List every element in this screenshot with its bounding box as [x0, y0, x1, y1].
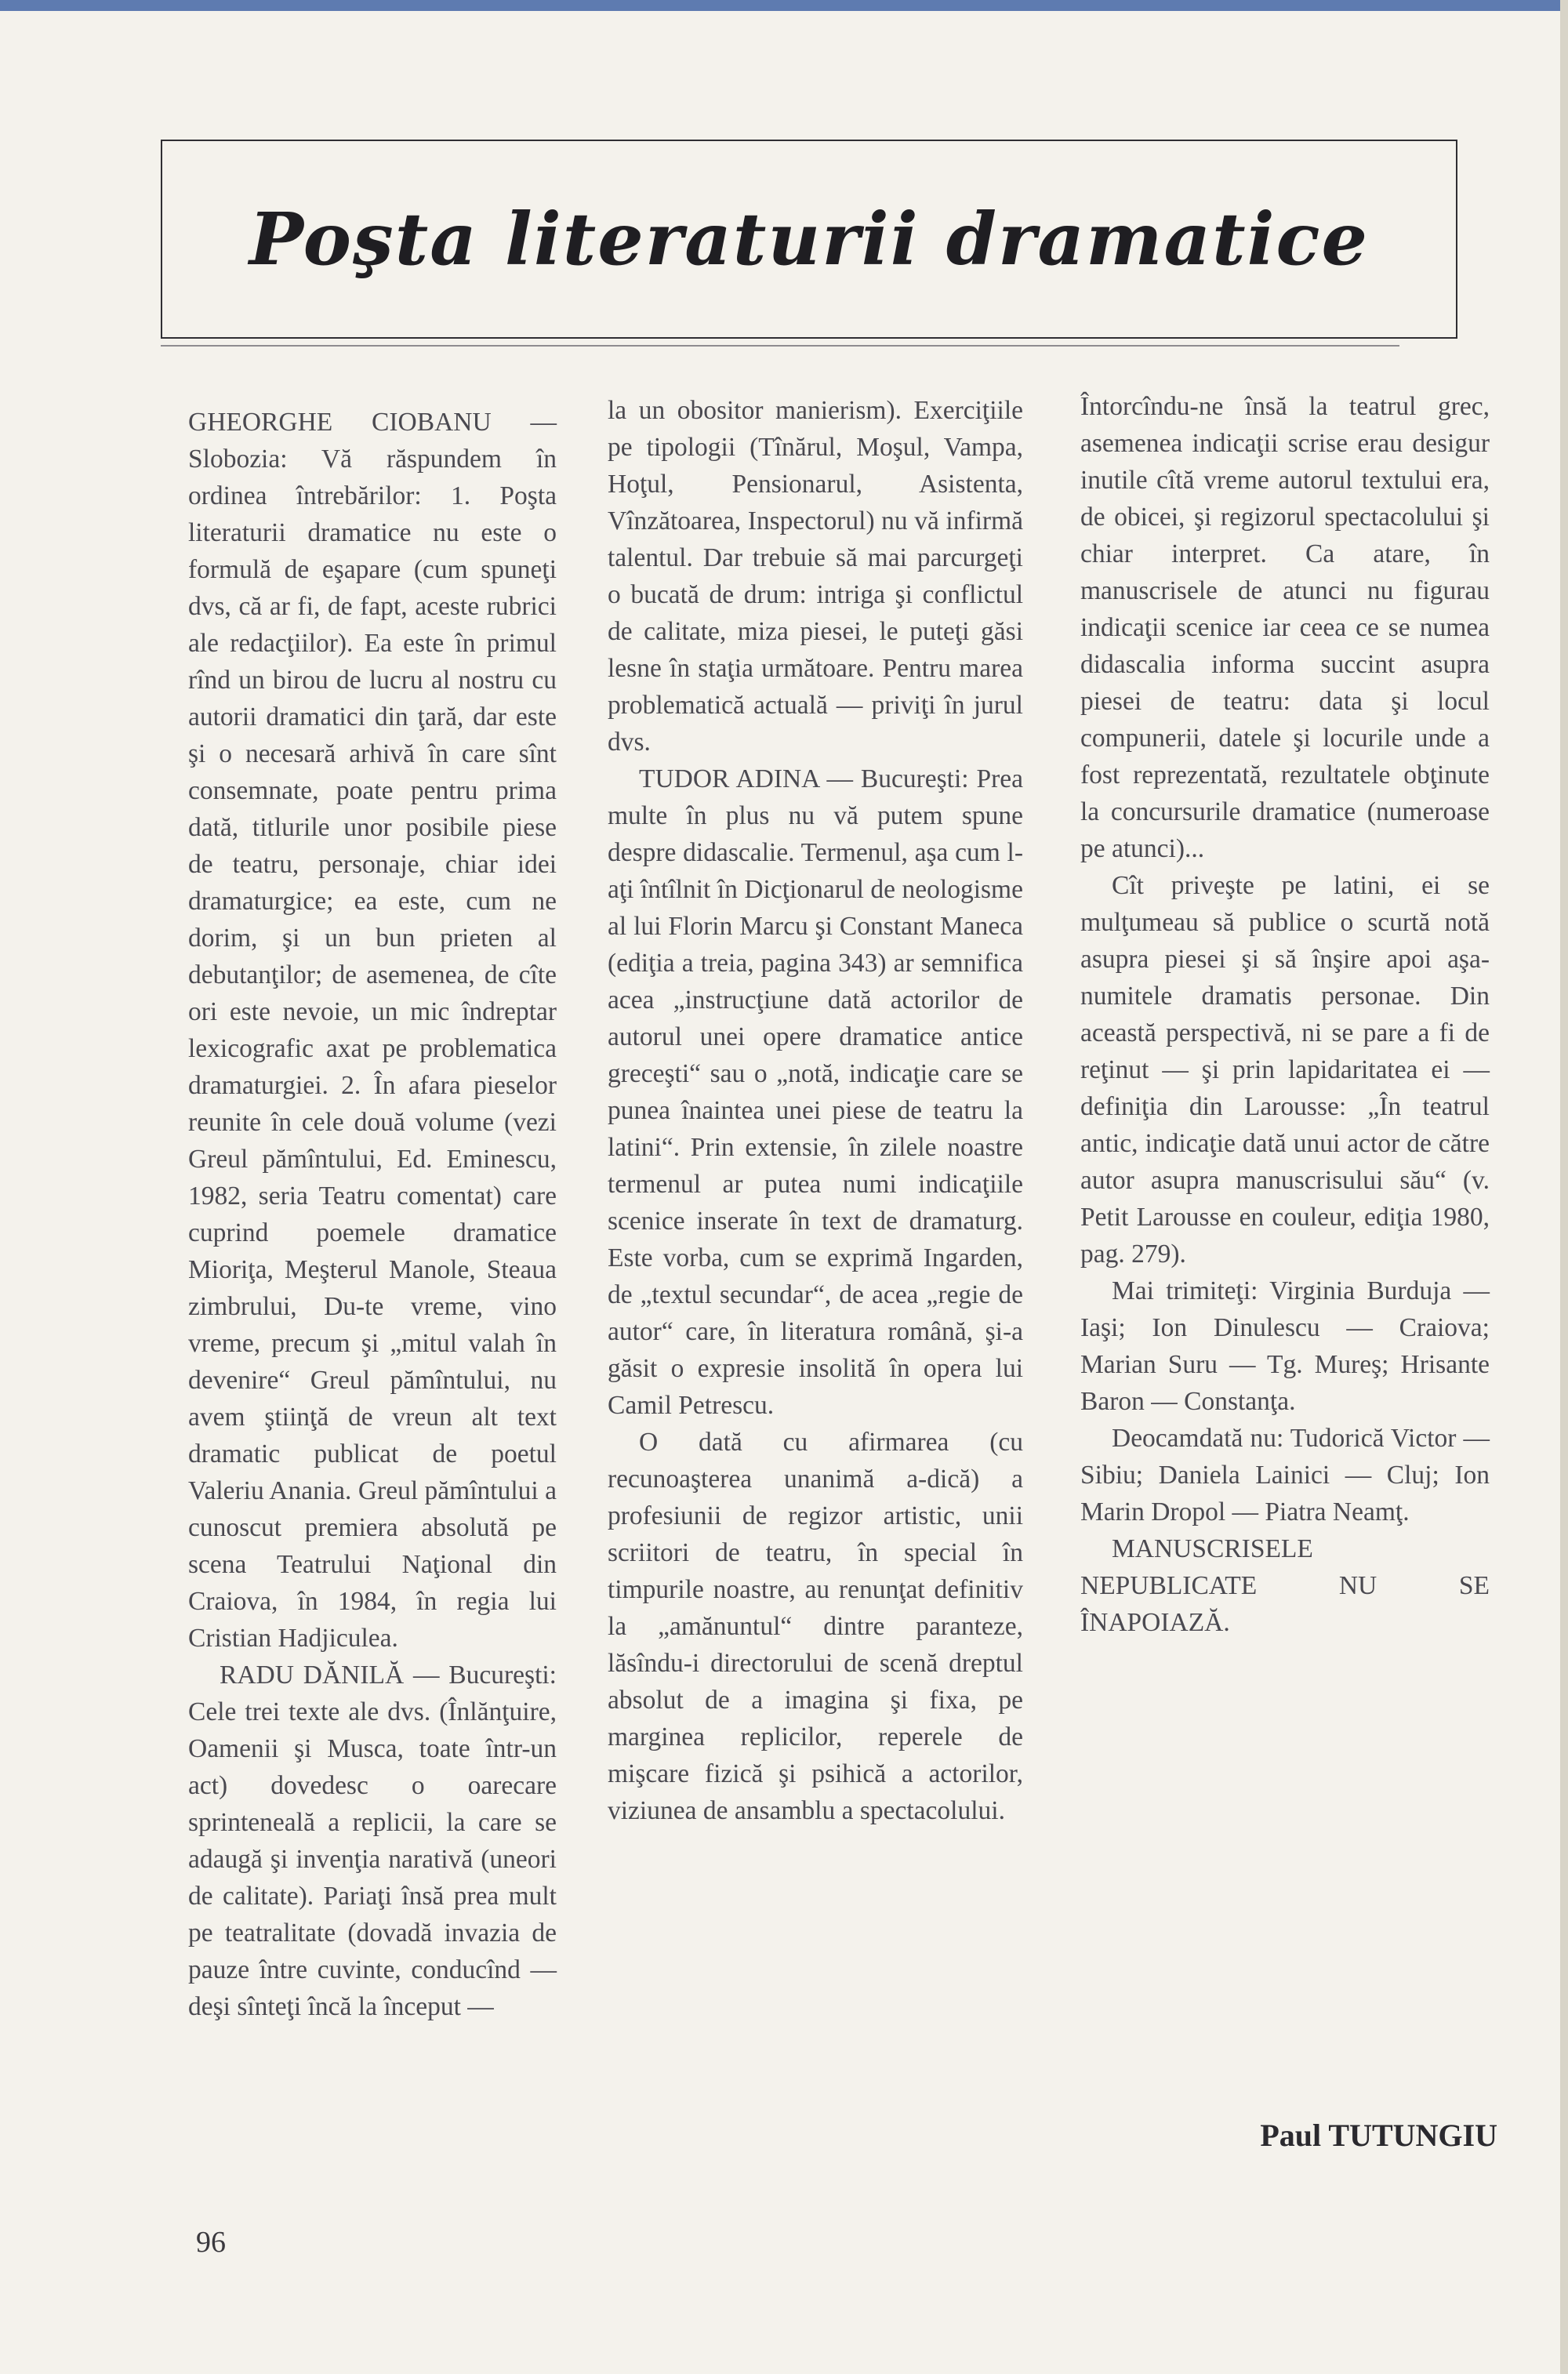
paragraph: Deocamdată nu: Tudorică Victor — Sibiu; Daniela Lainici — Cluj; Ion Marin Dropol — Piatra Neamţ. — [1080, 1424, 1490, 1526]
text-column-3 — [1080, 388, 1490, 1641]
paragraph: Mai trimiteţi: Virginia Burduja — Iaşi; Ion Dinulescu — Craiova; Marian Suru — Tg. Mureş; Hrisante Baron — Constanţa. — [1080, 1276, 1490, 1416]
page-title: Poşta literaturii dramatice — [249, 197, 1370, 281]
page-top-edge — [0, 0, 1568, 11]
text-column-1 — [188, 404, 557, 2025]
paragraph: Întorcîndu-ne însă la teatrul grec, asemenea indicaţii scrise erau desigur inutile cîtă vreme autorul textului era, de obicei, şi regizorul spectacolului şi chiar interpret. Ca atare, în manuscrisele de atunci nu figurau indicaţii scenice iar ceea ce se numea didascalia informa succint asupra piesei de teatru: data şi locul compunerii, datele şi locurile unde a fost reprezentată, rezultatele obţinute la concursurile dramatice (numeroase pe atunci)... — [1080, 392, 1490, 863]
text-column-2 — [608, 392, 1023, 1829]
page-number: 96 — [196, 2226, 226, 2259]
paragraph: Cît priveşte pe latini, ei se mulţumeau să publice o scurtă notă asupra piesei şi să înşire apoi aşa-numitele dramatis personae. Din această perspectivă, ni se pare a fi de reţinut — şi prin lapidaritatea ei — definiţia din Larousse: „În teatrul antic, indicaţie dată unui actor de către autor asupra manuscrisului său“ (v. Petit Larousse en couleur, ediţia 1980, pag. 279). — [1080, 871, 1490, 1269]
header-divider — [161, 345, 1399, 347]
paragraph: la un obositor manierism). Exerciţiile pe tipologii (Tînărul, Moşul, Vampa, Hoţul, Pensionarul, Asistenta, Vînzătoarea, Inspectorul) nu vă infirmă talentul. Dar trebuie să mai parcurgeţi o bucată de drum: intriga şi conflictul de calitate, miza piesei, le puteţi găsi lesne în staţia următoare. Pentru marea problematică actuală — priviţi în jurul dvs. — [608, 396, 1023, 757]
paragraph: RADU DĂNILĂ — Bucureşti: Cele trei texte ale dvs. (Înlănţuire, Oamenii şi Musca, toate într-un act) dovedesc o oarecare sprinteneală a replicii, la care se adaugă şi invenţia narativă (uneori de calitate). Pariaţi însă prea mult pe teatralitate (dovadă invazia de pauze între cuvinte, conducînd — deşi sînteţi încă la început — — [188, 1661, 557, 2021]
paragraph: TUDOR ADINA — Bucureşti: Prea multe în plus nu vă putem spune despre didascalie. Termenul, aşa cum l-aţi întîlnit în Dicţionarul de neologisme al lui Florin Marcu şi Constant Maneca (ediţia a treia, pagina 343) ar semnifica acea „instrucţiune dată actorilor de autorul unei opere dramatice antice greceşti“ sau o „notă, indicaţie care se punea înaintea unei piese de teatru la latini“. Prin extensie, în zilele noastre termenul ar putea numi indicaţiile scenice inserate în text de dramaturg. Este vorba, cum se exprimă Ingarden, de „textul secundar“, de acea „regie de autor“ care, în literatura română, şi-a găsit o expresie insolită în opera lui Camil Petrescu. — [608, 764, 1023, 1420]
page-right-edge — [1560, 0, 1568, 2374]
header-box — [161, 140, 1457, 339]
paragraph: GHEORGHE CIOBANU — Slobozia: Vă răspundem în ordinea întrebărilor: 1. Poşta literaturii dramatice nu este o formulă de eşapare (cum spuneţi dvs, că ar fi, de fapt, aceste rubrici ale redacţiilor). Ea este în primul rînd un birou de lucru al nostru cu autorii dramatici din ţară, dar este şi o necesară arhivă în care sînt consemnate, poate pentru prima dată, titlurile unor posibile piese de teatru, personaje, chiar idei dramaturgice; ea este, cum ne dorim, şi un bun prieten al debutanţilor; de asemenea, de cîte ori este nevoie, un mic îndreptar lexicografic axat pe problematica dramaturgiei. 2. În afara pieselor reunite în cele două volume (vezi Greul pămîntului, Ed. Eminescu, 1982, seria Teatru comentat) care cuprind poemele dramatice Mioriţa, Meşterul Manole, Steaua zimbrului, Du-te vreme, vino vreme, precum şi „mitul valah în devenire“ Greul pămîntului, nu avem ştiinţă de vreun alt text dramatic publicat de poetul Valeriu Anania. Greul pămîntului a cunoscut premiera absolută pe scena Teatrului Naţional din Craiova, în 1984, în regia lui Cristian Hadjiculea. — [188, 408, 557, 1653]
paragraph: MANUSCRISELE NEPUBLICATE NU SE ÎNAPOIAZĂ. — [1080, 1534, 1490, 1637]
author-signature: Paul TUTUNGIU — [1260, 2118, 1497, 2153]
paragraph: O dată cu afirmarea (cu recunoaşterea unanimă a-dică) a profesiunii de regizor artistic, unii scriitori de teatru, în special în timpurile noastre, au renunţat definitiv la „amănuntul“ dintre paranteze, lăsîndu-i directorului de scenă dreptul absolut de a imagina şi fixa, pe marginea replicilor, reperele de mişcare fizică şi psihică a actorilor, viziunea de ansamblu a spectacolului. — [608, 1428, 1023, 1825]
